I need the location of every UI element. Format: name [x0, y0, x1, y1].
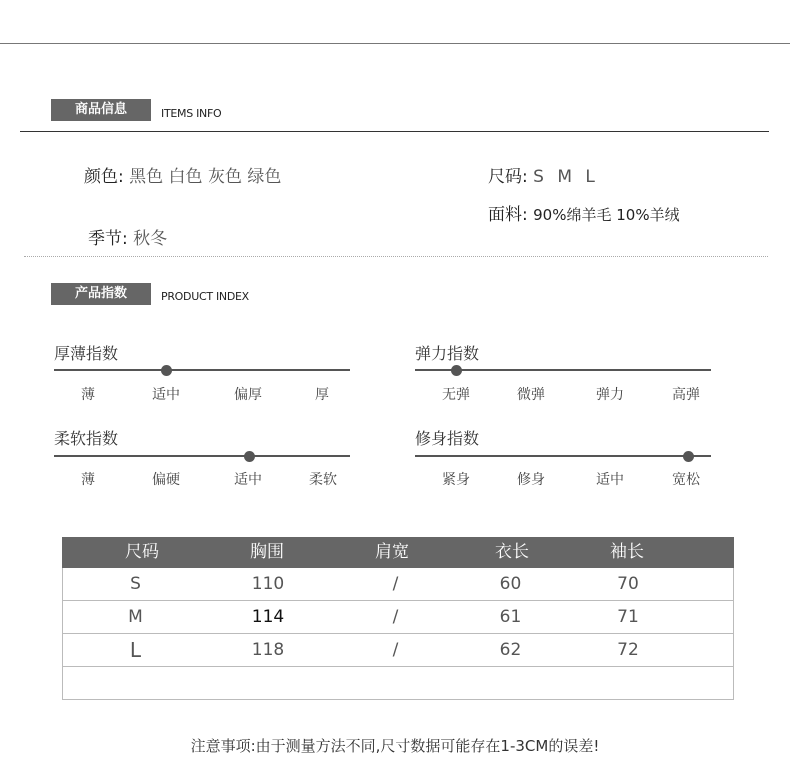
cell: /: [392, 607, 399, 627]
dotted-divider: [24, 256, 768, 257]
softness-opt: 薄: [81, 472, 95, 488]
fit-opt: 紧身: [442, 472, 470, 488]
thickness-opt: 偏厚: [234, 387, 262, 403]
fabric-label: 面料:: [488, 205, 528, 225]
elasticity-opt: 弹力: [596, 387, 624, 403]
softness-opt: 偏硬: [152, 472, 180, 488]
items-info-tag: 商品信息: [51, 99, 151, 121]
cell: 72: [617, 640, 639, 660]
elasticity-opt: 微弹: [517, 387, 545, 403]
fit-opt: 修身: [517, 472, 545, 488]
product-index-en: PRODUCT INDEX: [161, 290, 249, 303]
fit-scale: [415, 455, 711, 457]
elasticity-marker: [451, 365, 462, 376]
elasticity-opt: 无弹: [442, 387, 470, 403]
table-row: [62, 568, 734, 601]
thickness-marker: [161, 365, 172, 376]
items-info-line: [20, 131, 769, 132]
table-row-empty: [62, 667, 734, 700]
top-divider: [0, 43, 790, 44]
cell: 118: [251, 640, 285, 660]
season-label: 季节:: [88, 229, 128, 249]
softness-scale: [54, 455, 350, 457]
fit-marker: [683, 451, 694, 462]
measurement-note: 注意事项:由于测量方法不同,尺寸数据可能存在1-3CM的误差!: [190, 737, 600, 755]
thickness-opt: 厚: [315, 387, 329, 403]
season-value: 秋冬: [133, 229, 168, 249]
color-value: 黑色 白色 灰色 绿色: [129, 167, 282, 187]
fabric-value: 90%绵羊毛 10%羊绒: [533, 206, 680, 224]
size-table-header: [62, 537, 734, 568]
color-label: 颜色:: [84, 167, 124, 187]
color-info: [84, 162, 281, 187]
cell: 114: [251, 607, 285, 627]
col-header-sleeve: 袖长: [610, 542, 644, 562]
size-value: S M L: [533, 167, 599, 187]
cell: 110: [251, 574, 285, 594]
table-row: [62, 634, 734, 667]
fit-title: 修身指数: [415, 429, 480, 448]
fit-opt: 宽松: [672, 472, 700, 488]
product-index-tag: 产品指数: [51, 283, 151, 305]
cell: M: [128, 607, 143, 627]
items-info-en: ITEMS INFO: [161, 107, 222, 120]
size-label: 尺码:: [488, 167, 528, 187]
thickness-scale: [54, 369, 350, 371]
col-header-shoulder: 肩宽: [375, 542, 409, 562]
cell: /: [392, 574, 399, 594]
size-table: [62, 537, 734, 700]
cell: S: [130, 574, 141, 594]
thickness-opt: 适中: [152, 387, 180, 403]
season-info: [88, 224, 167, 249]
thickness-opt: 薄: [81, 387, 95, 403]
softness-opt: 适中: [234, 472, 262, 488]
elasticity-opt: 高弹: [672, 387, 700, 403]
fabric-info: [488, 200, 680, 225]
cell: 71: [617, 607, 639, 627]
cell: 61: [499, 607, 522, 627]
softness-title: 柔软指数: [54, 429, 119, 448]
col-header-length: 衣长: [495, 542, 529, 562]
cell: 60: [499, 574, 522, 594]
softness-marker: [244, 451, 255, 462]
cell: 70: [617, 574, 639, 594]
cell: L: [129, 638, 142, 662]
table-row: [62, 601, 734, 634]
col-header-size: 尺码: [125, 542, 159, 562]
cell: /: [392, 640, 399, 660]
elasticity-title: 弹力指数: [415, 344, 480, 363]
softness-opt: 柔软: [309, 472, 337, 488]
fit-opt: 适中: [596, 472, 624, 488]
cell: 62: [499, 640, 522, 660]
size-info: [488, 162, 599, 187]
col-header-chest: 胸围: [250, 542, 284, 562]
thickness-title: 厚薄指数: [54, 344, 119, 363]
